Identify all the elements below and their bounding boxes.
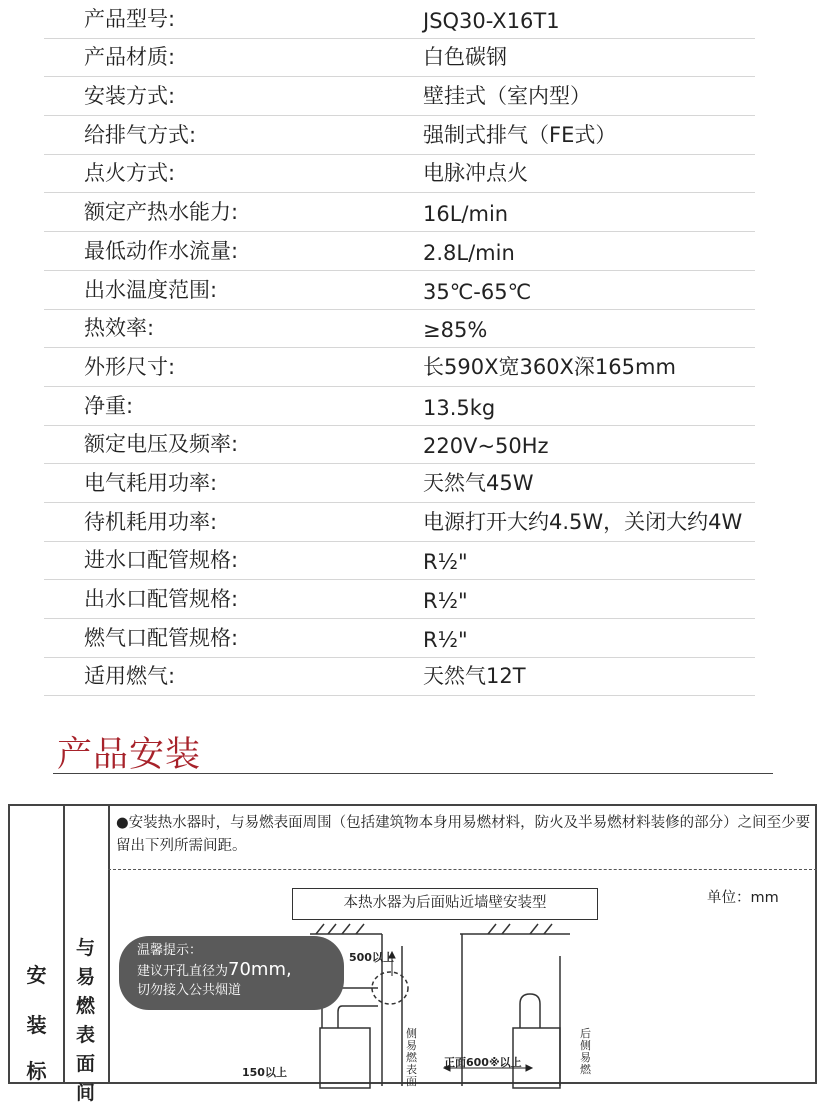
spec-row bbox=[44, 542, 755, 581]
spec-value: 电脉冲点火 bbox=[423, 161, 528, 186]
spec-value: 220V~50Hz bbox=[423, 434, 549, 459]
col-a-char: 标 bbox=[26, 1059, 47, 1083]
tip-line1-prefix: 建议开孔直径为 bbox=[137, 964, 229, 979]
spec-value: 白色碳钢 bbox=[423, 45, 507, 70]
spec-label: 产品材质: bbox=[84, 45, 176, 70]
spec-row bbox=[44, 387, 755, 426]
spec-row bbox=[44, 155, 755, 194]
spec-row bbox=[44, 658, 755, 697]
spec-row bbox=[44, 232, 755, 271]
col-a-char: 装 bbox=[26, 1013, 47, 1037]
spec-label: 热效率: bbox=[84, 316, 155, 341]
spec-label: 出水温度范围: bbox=[84, 277, 218, 302]
spec-value: ≥85% bbox=[423, 318, 488, 343]
spec-value: 天然气12T bbox=[423, 664, 526, 689]
rear-flammable-label: 后侧易燃 bbox=[580, 1027, 591, 1076]
diagram-title: 本热水器为后面贴近墙壁安装型 bbox=[292, 888, 598, 920]
spec-value: 长590X宽360X深165mm bbox=[423, 354, 676, 379]
spec-label: 安装方式: bbox=[84, 84, 176, 109]
spec-value: 天然气45W bbox=[423, 470, 534, 495]
spec-row bbox=[44, 310, 755, 349]
spec-value: JSQ30-X16T1 bbox=[423, 8, 560, 33]
unit-label: 单位：mm bbox=[707, 890, 779, 906]
spec-row bbox=[44, 348, 755, 387]
spec-value: 壁挂式（室内型） bbox=[423, 84, 591, 109]
spec-label: 燃气口配管规格: bbox=[84, 625, 239, 650]
spec-label: 外形尺寸: bbox=[84, 354, 176, 379]
spec-value: 35℃-65℃ bbox=[423, 279, 532, 304]
col-b-char: 燃 bbox=[75, 995, 95, 1017]
spec-table bbox=[44, 0, 755, 696]
spec-value: 强制式排气（FE式） bbox=[423, 122, 617, 147]
spec-row bbox=[44, 77, 755, 116]
col-a-char: 安 bbox=[26, 963, 47, 987]
spec-label: 给排气方式: bbox=[84, 122, 197, 147]
spec-label: 适用燃气: bbox=[84, 664, 176, 689]
spec-row bbox=[44, 426, 755, 465]
side-flammable-label: 侧易燃表面 bbox=[406, 1027, 417, 1088]
spec-value: 电源打开大约4.5W，关闭大约4W bbox=[423, 509, 743, 534]
spec-row bbox=[44, 193, 755, 232]
spec-row bbox=[44, 271, 755, 310]
spec-value: R½" bbox=[423, 550, 468, 575]
spec-row bbox=[44, 619, 755, 658]
tip-line1 bbox=[137, 960, 326, 982]
install-box bbox=[8, 804, 817, 1104]
spec-value: 13.5kg bbox=[423, 395, 496, 420]
section-title: 产品安装 bbox=[57, 735, 202, 775]
spec-label: 产品型号: bbox=[84, 6, 176, 31]
spec-label: 最低动作水流量: bbox=[84, 238, 239, 263]
col-b-char: 面 bbox=[75, 1053, 95, 1075]
spec-row bbox=[44, 116, 755, 155]
col-b-char: 间 bbox=[75, 1082, 95, 1104]
spec-row bbox=[44, 0, 755, 39]
spec-row bbox=[44, 464, 755, 503]
spec-row bbox=[44, 580, 755, 619]
dim-top-clearance: 500以上 bbox=[349, 951, 394, 964]
tip-title: 温馨提示： bbox=[137, 943, 203, 958]
section-divider bbox=[53, 773, 773, 774]
dim-left-clearance: 150以上 bbox=[242, 1066, 287, 1079]
spec-label: 额定产热水能力: bbox=[84, 200, 239, 225]
tip-hole-diameter: 70mm, bbox=[228, 959, 292, 980]
spec-label: 待机耗用功率: bbox=[84, 509, 218, 534]
col-b-char: 易 bbox=[75, 966, 95, 988]
tip-line2: 切勿接入公共烟道 bbox=[137, 983, 242, 998]
col-b-char: 表 bbox=[75, 1024, 95, 1046]
spec-value: R½" bbox=[423, 627, 468, 652]
tip-bubble bbox=[119, 936, 344, 1010]
spec-value: 2.8L/min bbox=[423, 240, 515, 265]
dim-front-clearance: 正面600※以上 bbox=[444, 1056, 522, 1069]
spec-value: 16L/min bbox=[423, 202, 509, 227]
spec-label: 进水口配管规格: bbox=[84, 548, 239, 573]
spec-label: 出水口配管规格: bbox=[84, 587, 239, 611]
spec-label: 净重: bbox=[84, 393, 134, 418]
spec-value: R½" bbox=[423, 589, 468, 613]
spec-label: 点火方式: bbox=[84, 161, 176, 186]
col-b-char: 与 bbox=[75, 937, 95, 959]
spec-row bbox=[44, 39, 755, 78]
spec-label: 电气耗用功率: bbox=[84, 470, 218, 495]
install-notice: ●安装热水器时，与易燃表面周围（包括建筑物本身用易燃材料，防火及半易燃材料装修的部分）之间至少要留出下列所需间距。 bbox=[116, 815, 811, 854]
spec-row bbox=[44, 503, 755, 542]
spec-label: 额定电压及频率: bbox=[84, 432, 239, 457]
